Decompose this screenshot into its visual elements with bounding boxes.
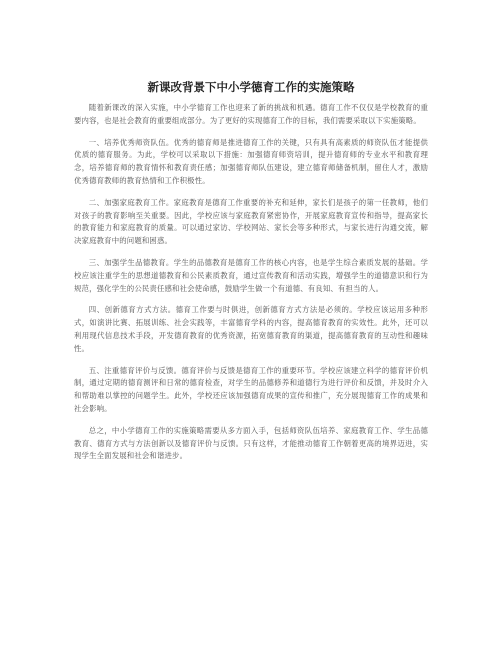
paragraph-evaluation: 五、注重德育评价与反馈。德育评价与反馈是德育工作的重要环节。学校应该建立科学的德育评价机制，通过定期的德育测评和日常的德育检查，对学生的品德修养和道德行为进行评价和反馈，并及时介入和帮助难以掌控的问题学生。此外，学校还应该加强德育成果的宣传和推广，充分展现德育工作的成果和社会影响。 <box>74 365 428 413</box>
paragraph-innovation: 四、创新德育方式方法。德育工作要与时俱进，创新德育方式方法是必须的。学校应该运用多种形式，如演讲比赛、拓展训练、社会实践等，丰富德育学科的内容，提高德育教育的实效性。此外，还可以利用现代信息技术手段，开发德育教育的优秀资源，拓宽德育教育的渠道，提高德育教育的互动性和趣味性。 <box>74 305 428 353</box>
paragraph-intro: 随着新课改的深入实施，中小学德育工作也迎来了新的挑战和机遇。德育工作不仅仅是学校教育的重要内容，也是社会教育的重要组成部分。为了更好的实现德育工作的目标，我们需要采取以下实施策略。 <box>74 103 428 125</box>
paragraph-conclusion: 总之，中小学德育工作的实施策略需要从多方面入手，包括师资队伍培养、家庭教育工作、学生品德教育、德育方式与方法创新以及德育评价与反馈。只有这样，才能推动德育工作朝着更高的境界迈进，实现学生全面发展和社会和谐进步。 <box>74 425 428 461</box>
paragraph-family-education: 二、加强家庭教育工作。家庭教育是德育工作重要的补充和延伸，家长们是孩子的第一任教师，他们对孩子的教育影响至关重要。因此，学校应该与家庭教育紧密协作，开展家庭教育宣传和指导，提高家长的教育能力和家庭教育的质量。可以通过家访、学校网站、家长会等多种形式，与家长进行沟通交流，解决家庭教育中的问题和困惑。 <box>74 197 428 246</box>
document-body <box>74 102 428 472</box>
paragraph-teacher-team: 一、培养优秀师资队伍。优秀的德育师是推进德育工作的关键，只有具有高素质的师资队伍才能提供优质的德育服务。为此，学校可以采取以下措施：加强德育师资培训，提升德育师的专业水平和教育理念，培养德育师的教育情怀和教育责任感；加强德育师队伍建设，建立德育师储备机制，留住人才，激励优秀德育教师的教育热情和工作积极性。 <box>74 137 428 185</box>
paragraph-moral-education: 三、加强学生品德教育。学生的品德教育是德育工作的核心内容，也是学生综合素质发展的基础。学校应该注重学生的思想道德教育和公民素质教育，通过宣传教育和活动实践，增强学生的道德意识和行为规范，强化学生的公民责任感和社会使命感，鼓励学生做一个有道德、有良知、有担当的人。 <box>74 257 428 293</box>
document-title: 新课改背景下中小学德育工作的实施策略 <box>147 80 355 94</box>
